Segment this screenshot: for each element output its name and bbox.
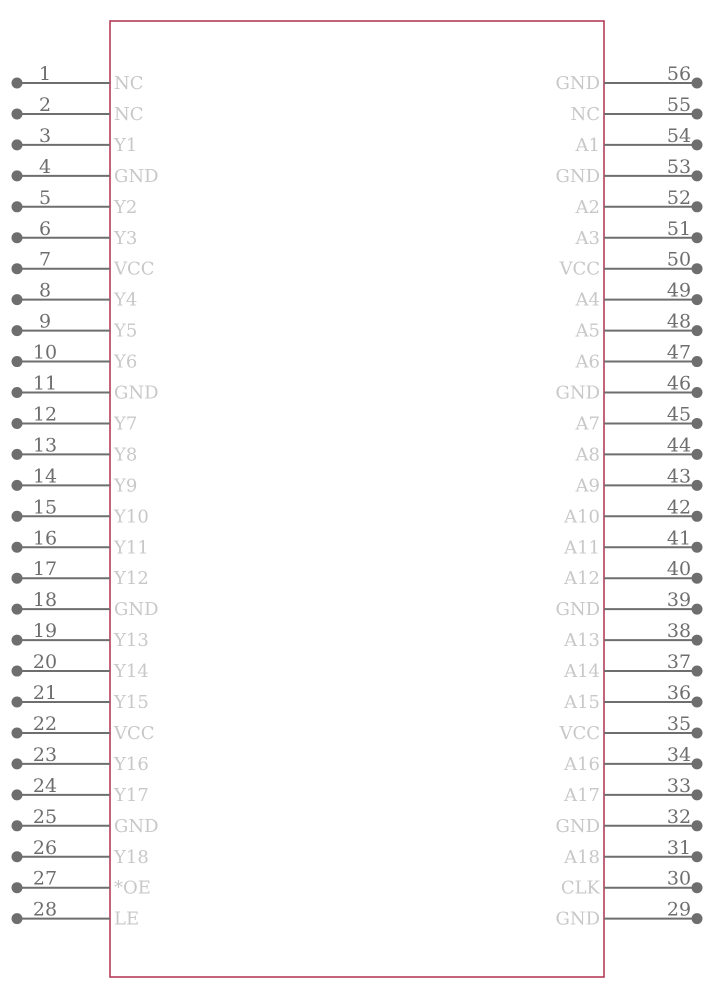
pin-number: 35 xyxy=(666,712,692,735)
pin-number: 32 xyxy=(666,805,692,828)
pin-label: A1 xyxy=(575,134,600,156)
pin-number: 10 xyxy=(32,341,58,364)
pin-25 xyxy=(12,806,159,837)
pin-number: 45 xyxy=(666,403,692,426)
pin-label: A18 xyxy=(564,846,600,868)
pin-48 xyxy=(575,311,703,342)
pin-end-dot xyxy=(12,666,23,677)
pin-label: GND xyxy=(555,815,600,837)
pin-number: 23 xyxy=(32,743,58,766)
pin-28 xyxy=(12,899,140,930)
pin-number: 8 xyxy=(38,279,52,302)
pin-end-dot xyxy=(12,108,23,119)
pin-label: GND xyxy=(555,165,600,187)
pin-number: 3 xyxy=(38,124,52,147)
pin-end-dot xyxy=(692,263,703,274)
pin-end-dot xyxy=(692,820,703,831)
pin-label: VCC xyxy=(559,258,600,280)
pin-end-dot xyxy=(12,789,23,800)
pin-label: Y2 xyxy=(114,196,138,218)
pin-number: 48 xyxy=(666,310,692,333)
pin-number: 7 xyxy=(38,248,52,271)
pin-end-dot xyxy=(12,356,23,367)
pin-label: Y11 xyxy=(114,537,149,559)
pin-7 xyxy=(12,249,155,280)
pin-number: 52 xyxy=(666,186,692,209)
pin-end-dot xyxy=(12,697,23,708)
pin-50 xyxy=(558,249,702,280)
pin-number: 12 xyxy=(32,403,58,426)
pin-label: A14 xyxy=(564,661,600,683)
pin-label: Y6 xyxy=(114,351,138,373)
pin-21 xyxy=(12,682,149,713)
pin-label: Y10 xyxy=(114,506,149,528)
pin-52 xyxy=(575,187,703,218)
pin-number: 37 xyxy=(666,651,692,674)
pin-label: Y17 xyxy=(114,784,149,806)
pin-end-dot xyxy=(12,449,23,460)
pin-label: GND xyxy=(114,382,159,404)
pin-number: 16 xyxy=(32,527,58,550)
pin-number: 40 xyxy=(666,558,692,581)
pin-end-dot xyxy=(12,387,23,398)
pin-8 xyxy=(12,280,138,311)
pin-6 xyxy=(12,218,138,249)
pin-16 xyxy=(12,527,149,558)
pin-label: A4 xyxy=(575,289,600,311)
pin-number: 13 xyxy=(32,434,58,457)
pin-49 xyxy=(575,280,703,311)
pin-end-dot xyxy=(692,727,703,738)
pin-end-dot xyxy=(12,263,23,274)
pin-end-dot xyxy=(12,294,23,305)
pin-number: 27 xyxy=(32,867,58,890)
pin-53 xyxy=(555,156,702,187)
pin-end-dot xyxy=(692,480,703,491)
pin-end-dot xyxy=(12,573,23,584)
left-pin-group xyxy=(12,63,159,930)
pin-end-dot xyxy=(692,882,703,893)
pin-label: A16 xyxy=(564,753,600,775)
pin-47 xyxy=(575,342,703,373)
pin-label: Y15 xyxy=(114,692,149,713)
pin-42 xyxy=(563,496,702,527)
pin-label: A10 xyxy=(564,506,600,528)
pin-end-dot xyxy=(692,108,703,119)
pin-label: *OE xyxy=(114,877,151,899)
right-pin-group xyxy=(555,63,702,930)
pin-label: NC xyxy=(114,103,144,125)
pin-end-dot xyxy=(12,542,23,553)
pin-end-dot xyxy=(692,78,703,89)
pin-end-dot xyxy=(692,449,703,460)
pin-label: GND xyxy=(555,73,600,94)
pin-end-dot xyxy=(692,913,703,924)
pin-label: A8 xyxy=(575,444,600,466)
pin-end-dot xyxy=(692,697,703,708)
pin-number: 31 xyxy=(666,836,692,859)
pin-40 xyxy=(563,558,702,589)
pin-number: 22 xyxy=(32,712,58,735)
pin-11 xyxy=(12,373,159,404)
pin-end-dot xyxy=(12,758,23,769)
pin-20 xyxy=(12,651,149,682)
pin-32 xyxy=(555,806,702,837)
pin-number: 20 xyxy=(32,651,58,674)
pin-label: A9 xyxy=(575,475,600,497)
pin-number: 15 xyxy=(32,496,58,519)
pin-end-dot xyxy=(692,418,703,429)
pin-label: A15 xyxy=(564,692,600,713)
pin-label: GND xyxy=(114,165,159,187)
pin-number: 42 xyxy=(666,496,692,519)
pin-26 xyxy=(12,837,149,868)
pin-label: A2 xyxy=(575,196,600,218)
pin-4 xyxy=(12,156,159,187)
pin-label: Y13 xyxy=(114,630,149,652)
pin-46 xyxy=(555,373,702,404)
pin-23 xyxy=(12,744,149,775)
pin-44 xyxy=(575,434,703,465)
pin-end-dot xyxy=(12,913,23,924)
pin-label: Y1 xyxy=(114,134,138,156)
pin-number: 9 xyxy=(38,310,52,333)
pin-label: VCC xyxy=(114,722,155,744)
pin-label: Y7 xyxy=(114,413,138,435)
pin-number: 11 xyxy=(32,372,58,395)
pin-label: A6 xyxy=(575,351,600,373)
pin-label: GND xyxy=(555,382,600,404)
pin-9 xyxy=(12,311,138,342)
pin-label: A17 xyxy=(564,784,600,806)
pin-label: LE xyxy=(114,908,140,930)
pin-number: 36 xyxy=(666,682,692,704)
pin-label: A3 xyxy=(575,227,600,249)
pin-label: A12 xyxy=(564,568,600,590)
pin-36 xyxy=(563,682,702,713)
pin-19 xyxy=(12,620,149,651)
pin-end-dot xyxy=(692,232,703,243)
pin-end-dot xyxy=(12,635,23,646)
pin-13 xyxy=(12,434,138,465)
pin-number: 19 xyxy=(32,620,58,643)
pin-number: 6 xyxy=(38,217,52,240)
pin-label: NC xyxy=(570,103,600,125)
ic-body-outline xyxy=(110,21,604,977)
pin-34 xyxy=(563,744,702,775)
pin-number: 38 xyxy=(666,620,692,643)
pin-12 xyxy=(12,403,138,434)
pin-end-dot xyxy=(12,480,23,491)
pin-10 xyxy=(12,342,138,373)
pin-label: CLK xyxy=(560,877,600,899)
pin-number: 4 xyxy=(38,155,52,178)
pin-label: A13 xyxy=(564,630,600,652)
pin-label: Y9 xyxy=(114,475,138,497)
pin-label: GND xyxy=(114,599,159,621)
pin-17 xyxy=(12,558,149,589)
pin-end-dot xyxy=(12,139,23,150)
pin-end-dot xyxy=(692,201,703,212)
pin-number: 50 xyxy=(666,248,692,271)
pin-2 xyxy=(12,94,144,125)
pin-end-dot xyxy=(692,758,703,769)
pin-label: NC xyxy=(114,73,144,94)
pin-22 xyxy=(12,713,155,744)
pin-end-dot xyxy=(692,542,703,553)
pin-end-dot xyxy=(12,325,23,336)
pin-14 xyxy=(12,465,138,496)
pin-38 xyxy=(563,620,702,651)
pin-15 xyxy=(12,496,149,527)
pin-label: VCC xyxy=(559,722,600,744)
pin-3 xyxy=(12,125,138,156)
pin-end-dot xyxy=(12,820,23,831)
pin-end-dot xyxy=(692,666,703,677)
pin-end-dot xyxy=(692,325,703,336)
pin-end-dot xyxy=(12,882,23,893)
pin-number: 24 xyxy=(32,774,58,797)
pin-end-dot xyxy=(12,170,23,181)
pin-number: 53 xyxy=(666,155,692,178)
pin-end-dot xyxy=(12,604,23,615)
pin-end-dot xyxy=(692,789,703,800)
pin-label: VCC xyxy=(114,258,155,280)
pin-label: A7 xyxy=(575,413,600,435)
pin-label: Y16 xyxy=(114,753,149,775)
pin-18 xyxy=(12,589,159,620)
pin-number: 41 xyxy=(666,527,692,550)
pin-label: Y18 xyxy=(114,846,149,868)
pin-number: 51 xyxy=(666,217,692,240)
pin-30 xyxy=(561,868,703,899)
pin-label: Y5 xyxy=(114,320,138,342)
pin-end-dot xyxy=(692,511,703,522)
pin-31 xyxy=(563,837,702,868)
pin-label: A5 xyxy=(575,320,600,342)
pin-end-dot xyxy=(12,78,23,89)
pin-number: 1 xyxy=(38,63,52,85)
pin-number: 43 xyxy=(666,465,692,488)
pin-end-dot xyxy=(12,418,23,429)
pin-43 xyxy=(575,465,703,496)
pin-end-dot xyxy=(692,170,703,181)
pin-end-dot xyxy=(692,139,703,150)
pin-number: 44 xyxy=(666,434,692,457)
pin-27 xyxy=(12,868,151,899)
pin-end-dot xyxy=(12,851,23,862)
pin-number: 21 xyxy=(32,682,58,704)
pin-label: Y14 xyxy=(114,661,149,683)
pin-number: 14 xyxy=(32,465,58,488)
pin-56 xyxy=(555,63,702,94)
pin-label: GND xyxy=(555,599,600,621)
pin-number: 54 xyxy=(666,124,692,147)
pin-29 xyxy=(555,899,702,930)
pin-41 xyxy=(563,527,702,558)
pin-number: 2 xyxy=(38,93,52,116)
pin-label: Y8 xyxy=(114,444,138,466)
pin-label: GND xyxy=(555,908,600,930)
pin-end-dot xyxy=(692,387,703,398)
pin-number: 49 xyxy=(666,279,692,302)
pin-label: GND xyxy=(114,815,159,837)
pin-number: 39 xyxy=(666,589,692,612)
pin-number: 55 xyxy=(666,93,692,116)
pin-37 xyxy=(563,651,702,682)
pin-51 xyxy=(575,218,703,249)
pin-35 xyxy=(558,713,702,744)
pin-1 xyxy=(12,63,144,94)
pin-number: 30 xyxy=(666,867,692,890)
pin-number: 17 xyxy=(32,558,58,581)
pin-number: 29 xyxy=(666,898,692,921)
pin-end-dot xyxy=(692,635,703,646)
pin-label: Y12 xyxy=(114,568,149,590)
pin-55 xyxy=(570,94,702,125)
pin-number: 25 xyxy=(32,805,58,828)
pin-number: 26 xyxy=(32,836,58,859)
pin-number: 34 xyxy=(666,743,692,766)
pin-5 xyxy=(12,187,138,218)
pin-number: 47 xyxy=(666,341,692,364)
pin-54 xyxy=(575,125,703,156)
pin-end-dot xyxy=(692,604,703,615)
pin-label: A11 xyxy=(564,537,600,559)
pin-end-dot xyxy=(12,232,23,243)
pin-end-dot xyxy=(12,511,23,522)
pin-number: 46 xyxy=(666,372,692,395)
pin-number: 33 xyxy=(666,774,692,797)
pin-label: Y3 xyxy=(114,227,138,249)
pin-number: 28 xyxy=(32,898,58,921)
pin-end-dot xyxy=(12,201,23,212)
pin-24 xyxy=(12,775,149,806)
pin-end-dot xyxy=(12,727,23,738)
pin-end-dot xyxy=(692,573,703,584)
pin-39 xyxy=(555,589,702,620)
pin-end-dot xyxy=(692,356,703,367)
pin-end-dot xyxy=(692,294,703,305)
pin-label: Y4 xyxy=(114,289,138,311)
pin-45 xyxy=(575,403,703,434)
pin-number: 56 xyxy=(666,63,692,85)
pin-number: 5 xyxy=(38,186,52,209)
pin-33 xyxy=(563,775,702,806)
pin-number: 18 xyxy=(32,589,58,612)
pin-end-dot xyxy=(692,851,703,862)
